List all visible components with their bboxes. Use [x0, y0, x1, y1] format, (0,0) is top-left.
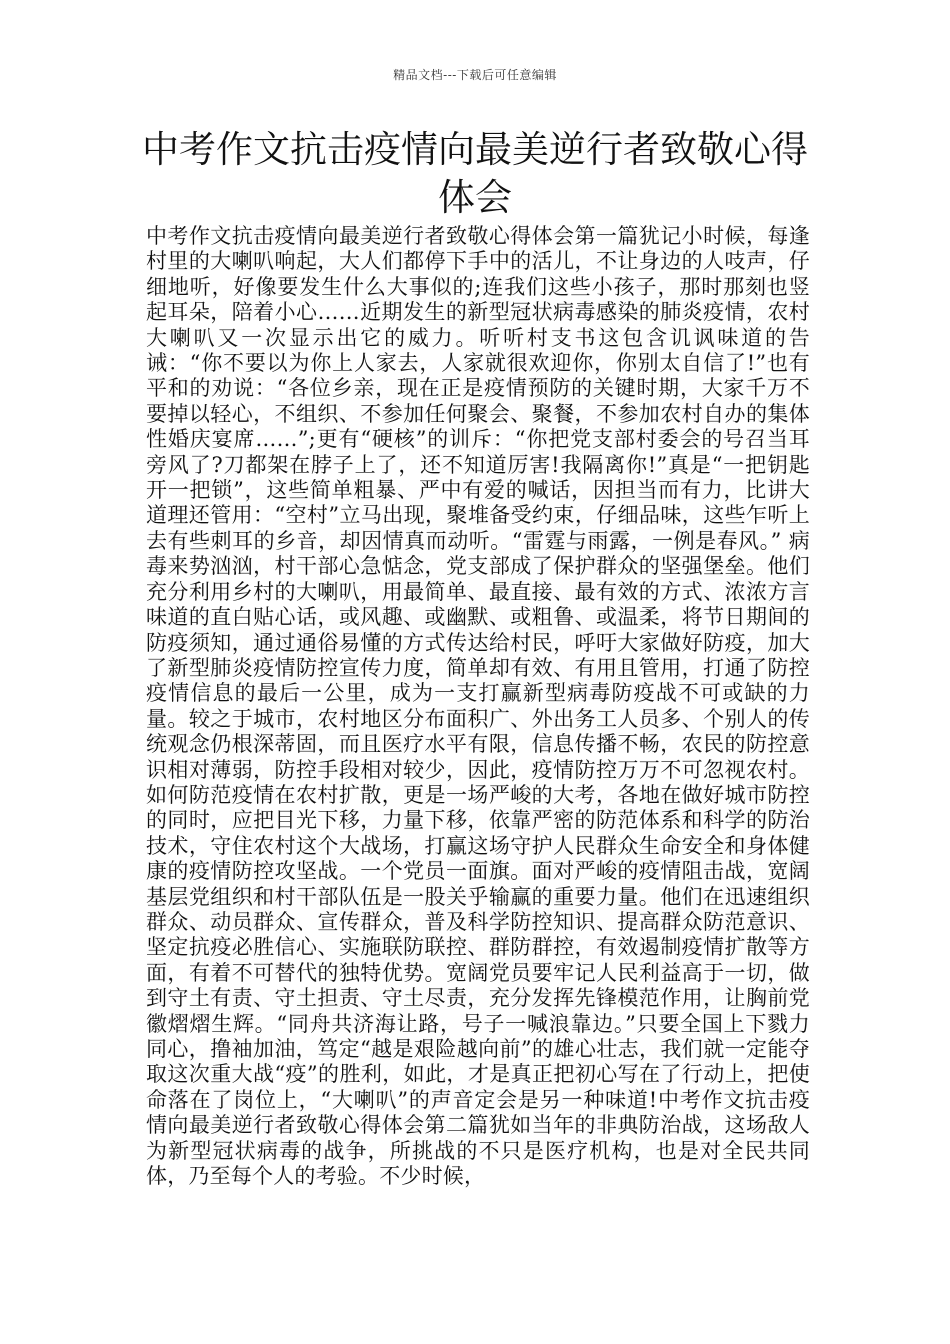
body-text: 中考作文抗击疫情向最美逆行者致敬心得体会第一篇犹记小时候，每逢村里的大喇叭响起，大人们都停下手中的活儿，不让身边的人吱声，仔细地听，好像要发生什么大事似的;连我们这些小孩子，那时那刻也竖起耳朵，陪着小心……近期发生的新型冠状病毒感染的肺炎疫情，农村大喇叭又一次显示出它的威力。听听村支书这包含讥讽味道的告诫：“你不要以为你上人家去，人家就很欢迎你，你别太自信了!”也有平和的劝说：“各位乡亲，现在正是疫情预防的关键时期，大家千万不要掉以轻心，不组织、不参加任何聚会、聚餐，不参加农村自办的集体性婚庆宴席……”;更有“硬核”的训斥：“你把党支部村委会的号召当耳旁风了?刀都架在脖子上了，还不知道厉害!我隔离你!”真是“一把钥匙开一把锁”，这些简单粗暴、严中有爱的喊话，因担当而有力，比讲大道理还管用：“空村”立马出现，聚堆备受约束，仔细品味，这些乍听上去有些刺耳的乡音，却因情真而动听。“雷霆与雨露，一例是春风。” 病毒来势汹汹，村干部心急惦念，党支部成了保护群众的坚强堡垒。他们充分利用乡村的大喇叭，用最简单、最直接、最有效的方式、浓浓方言味道的直白贴心话，或风趣、或幽默、或粗鲁、或温柔，将节日期间的防疫须知，通过通俗易懂的方式传达给村民，呼吁大家做好防疫，加大了新型肺炎疫情防控宣传力度，简单却有效、有用且管用，打通了防控疫情信息的最后一公里，成为一支打赢新型病毒防疫战不可或缺的力量。较之于城市，农村地区分布面积广、外出务工人员多、个别人的传统观念仍根深蒂固，而且医疗水平有限，信息传播不畅，农民的防控意识相对薄弱，防控手段相对较少，因此，疫情防控万万不可忽视农村。如何防范疫情在农村扩散，更是一场严峻的大考，各地在做好城市防控的同时，应把目光下移，力量下移，依靠严密的防范体系和科学的防治技术，守住农村这个大战场，打赢这场守护人民群众生命安全和身体健康的疫情防控攻坚战。一个党员一面旗。面对严峻的疫情阻击战，宽阔基层党组织和村干部队伍是一股关乎输赢的重要力量。他们在迅速组织群众、动员群众、宣传群众，普及科学防控知识、提高群众防范意识、坚定抗疫必胜信心、实施联防联控、群防群控，有效遏制疫情扩散等方面，有着不可替代的独特优势。宽阔党员要牢记人民利益高于一切，做到守土有责、守土担责、守土尽责，充分发挥先锋模范作用，让胸前党徽熠熠生辉。“同舟共济海让路，号子一喊浪靠边。”只要全国上下戮力同心，撸袖加油，笃定“越是艰险越向前”的雄心壮志，我们就一定能夺取这次重大战“疫”的胜利，如此，才是真正把初心写在了行动上，把使命落在了岗位上，“大喇叭”的声音定会是另一种味道!中考作文抗击疫情向最美逆行者致敬心得体会第二篇犹如当年的非典防治战，这场敌人为新型冠状病毒的战争，所挑战的不只是医疗机构，也是对全民共同体，乃至每个人的考验。不少时候，	[146, 224, 810, 1189]
page-title: 中考作文抗击疫情向最美逆行者致敬心得体会	[142, 128, 808, 219]
header-note: 精品文档---下载后可任意编辑	[393, 68, 557, 82]
